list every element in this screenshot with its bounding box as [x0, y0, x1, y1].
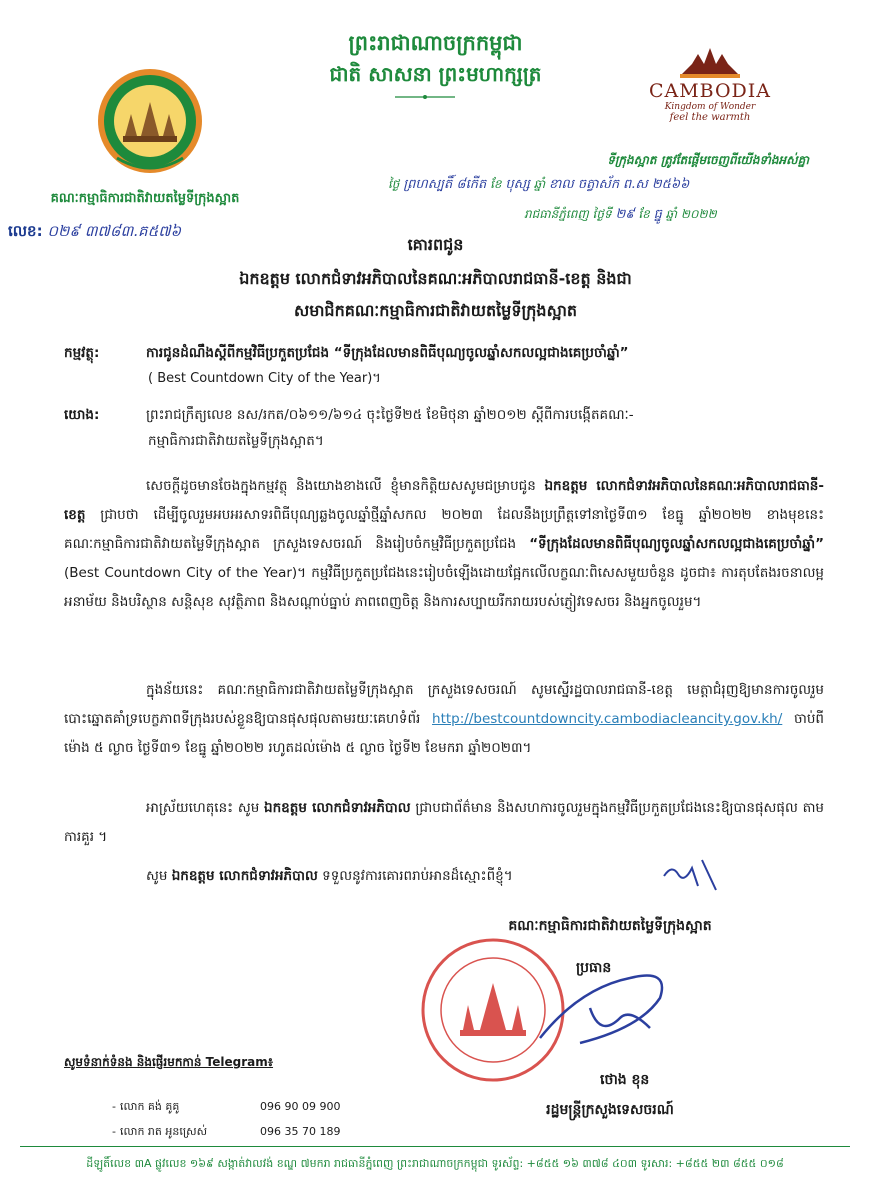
committee-name: គណៈកម្មាធិការជាតិវាយតម្លៃទីក្រុងស្អាត	[50, 191, 240, 206]
p3-text-c: ជ្រាបជាព័ត៌មាន និងសហការចូលរួមក្នុងកម្មវិធីប្រកួតប្រជែងនេះឱ្យបានផុសផុល តាមការគួរ ។	[64, 800, 824, 845]
date-handwritten-month: បុស្ស	[505, 177, 530, 192]
national-motto: ជាតិ សាសនា ព្រះមហាក្សត្រ	[329, 62, 542, 86]
date-handwritten-day: ព្រហស្បតិ៍ ៨កើត	[403, 177, 487, 192]
ref-label: លេខ:	[8, 222, 43, 240]
ref-value: ០២៩ ៣៧៨៣.គ៥៧៦	[47, 222, 182, 240]
p4-addressee: ឯកឧត្តម លោកជំទាវអភិបាល	[171, 868, 318, 884]
date-city-prefix: រាជធានីភ្នំពេញ ថ្ងៃទី	[524, 207, 612, 221]
signatory-name: ថោង ខុន	[600, 1072, 650, 1088]
date-month: ធ្នូ	[653, 207, 662, 222]
date-year-label: ឆ្នាំ	[533, 177, 546, 191]
addressee-line-2: សមាជិកគណៈកម្មាធិការជាតិវាយតម្លៃទីក្រុងស្អាត	[293, 301, 578, 320]
footer-address: ដីឡូតិ៍លេខ ៣A ផ្លូវលេខ ១៦៩ សង្កាត់វាលវង់ ខណ្ឌ ៧មករា រាជធានីភ្នំពេញ ព្រះរាជាណាចក្រកម្ពុជា ទូរស័ព្ទ: +៨៥៥ ១៦ ៣៧៨ ៤០៣ ទូរសារ: +៨៥៥ ២៣ ៨៥៥ ០១៨	[86, 1157, 784, 1170]
p2-text-a: ក្នុងន័យនេះ គណៈកម្មាធិការជាតិវាយតម្លៃទីក្រុងស្អាត ក្រសួងទេសចរណ៍ សូមស្នើរដ្ឋបាលរាជធានី-ខេត្ត មេត្តាជំរុញឱ្យមានការចូលរួមបោះឆ្នោតគាំទ្របេក្ខភាពទីក្រុងរបស់ខ្លួនឱ្យបានផុសផុលតាមរយៈគេហទំព័រ	[64, 682, 824, 727]
p4-text-c: ទទួលនូវការគោរពរាប់អានដ៏ស្មោះពីខ្ញុំ។	[317, 868, 513, 884]
contact-item: - លោក គង់ គូគូ 096 90 09 900	[120, 1100, 340, 1116]
signatory-title: រដ្ឋមន្ត្រីក្រសួងទេសចរណ៍	[546, 1102, 674, 1118]
lunar-date-line	[388, 176, 818, 195]
p3-text-a: អាស្រ័យហេតុនេះ សូម	[146, 800, 265, 816]
subject-label: កម្មវត្ថុ:	[64, 345, 100, 361]
p1-text-e: (Best Countdown City of the Year)។ កម្មវិធីប្រកួតប្រជែងនេះរៀបចំឡើងដោយផ្អែកលើលក្ខណៈពិសេសមួយចំនួន ដូចជា៖ ការតុបតែងរចនាលម្អ អនាម័យ និងបរិស្ថាន សន្តិសុខ សុវត្ថិភាព និងសណ្តាប់ធ្នាប់ ភាពពេញចិត្ត និងការសប្បាយរីករាយរបស់ភ្ញៀវទេសចរ និងអ្នកចូលរួម។	[64, 565, 824, 610]
contact-name: លោក គង់ គូគូ	[120, 1100, 180, 1113]
date-month-label: ខែ	[490, 177, 502, 191]
addressee-line-1: ឯកឧត្តម លោកជំទាវអភិបាលនៃគណៈអភិបាលរាជធានី-ខេត្ត និងជា	[239, 269, 632, 288]
header-ornament	[395, 95, 455, 99]
date-day: ២៩	[615, 207, 635, 222]
date-year: ឆ្នាំ ២០២២	[665, 207, 717, 221]
footer-divider	[20, 1146, 850, 1147]
p1-text-a: សេចក្តីដូចមានចែងក្នុងកម្មវត្ថុ និងយោងខាងលើ ខ្ញុំមានកិត្តិយសសូមជម្រាបជូន	[146, 478, 545, 494]
salutation: គោរពជូន	[407, 235, 464, 254]
p2-text-b: ចាប់ពីម៉ោង ៥ ល្ងាច ថ្ងៃទី៣១ ខែធ្នូ ឆ្នាំ២០២២ រហូតដល់ម៉ោង ៥ ល្ងាច ថ្ងៃទី២ ខែមករា ឆ្នាំ២០២៣។	[64, 711, 824, 756]
solar-date-line	[524, 206, 824, 225]
subject-english: ( Best Countdown City of the Year)។	[148, 371, 381, 386]
body-paragraph-1	[64, 472, 824, 617]
brand-name: CAMBODIA	[648, 80, 772, 102]
committee-logo-icon	[95, 66, 205, 180]
date-buddhist-era: ព.ស ២៥៦៦	[622, 177, 690, 192]
contact-item: - លោក រាត អូនស្រេស់ 096 35 70 189	[120, 1125, 340, 1141]
handwritten-signature-icon	[520, 948, 720, 1058]
subject-text: ការជូនដំណឹងស្តីពីកម្មវិធីប្រកួតប្រជែង “ទីក្រុងដែលមានពិធីបុណ្យចូលឆ្នាំសកលល្អជាងគេប្រចាំឆ្នាំ”	[146, 345, 629, 361]
signatory-organization: គណៈកម្មាធិការជាតិវាយតម្លៃទីក្រុងស្អាត	[508, 918, 712, 934]
p3-addressee: ឯកឧត្តម លោកជំទាវអភិបាល	[264, 800, 411, 816]
slogan: ទីក្រុងស្អាត ត្រូវតែផ្ដើមចេញពីយើងទាំងអស់គ្នា	[607, 153, 809, 167]
p1-contest-name: “ទីក្រុងដែលមានពិធីបុណ្យចូលឆ្នាំសកលល្អជាងគេប្រចាំឆ្នាំ”	[529, 536, 824, 552]
p4-text-a: សូម	[146, 868, 172, 884]
brand-subtitle: Kingdom of Wonder	[664, 102, 756, 112]
handwritten-initials-icon	[658, 850, 728, 892]
contact-name: លោក រាត អូនស្រេស់	[120, 1125, 208, 1138]
date-prefix: ថ្ងៃ	[388, 177, 400, 191]
reference-row	[64, 404, 824, 427]
reference-line-1: ព្រះរាជក្រឹត្យលេខ នស/រកត/០៦១១/៦១៤ ចុះថ្ងៃទី២៥ ខែមិថុនា ឆ្នាំ២០១២ ស្តីពីការបង្កើតគណៈ-	[146, 407, 634, 423]
signatory-role: ប្រធាន	[576, 960, 612, 976]
contact-phone[interactable]: 096 90 09 900	[260, 1100, 341, 1113]
p1-text-c: ជ្រាបថា ដើម្បីចូលរួមអបអរសាទរពិធីបុណ្យឆ្លងចូលឆ្នាំថ្មីឆ្នាំសកល ២០២៣ ដែលនឹងប្រព្រឹត្តទៅនាថ្ងៃទី៣១ ខែធ្នូ ឆ្នាំ២០២២ ខាងមុខនេះ គណៈកម្មាធិការជាតិវាយតម្លៃទីក្រុងស្អាត ក្រសួងទេសចរណ៍ និងរៀបចំកម្មវិធីប្រកួតប្រជែង	[64, 507, 824, 552]
body-paragraph-2	[64, 676, 824, 763]
voting-website-link[interactable]: http://bestcountdowncity.cambodiacleancity.gov.kh/	[432, 711, 783, 727]
reference-label: យោង:	[64, 407, 100, 423]
kingdom-title: ព្រះរាជាណាចក្រកម្ពុជា	[348, 31, 523, 55]
date-handwritten-year: ខាល ចត្វាស័ក	[548, 177, 620, 192]
contact-phone[interactable]: 096 35 70 189	[260, 1125, 341, 1138]
p1-addressee: ឯកឧត្តម លោកជំទាវអភិបាលនៃគណៈអភិបាលរាជធានី-ខេត្ត	[64, 478, 824, 523]
brand-tagline: feel the warmth	[669, 112, 751, 123]
date-month-label-2: ខែ	[638, 207, 650, 221]
contact-heading: សូមទំនាក់ទំនង និងផ្ញើរមកកាន់ Telegram៖	[64, 1055, 274, 1069]
body-paragraph-3	[64, 794, 824, 852]
subject-row	[64, 342, 824, 365]
reference-line-2: កម្មាធិការជាតិវាយតម្លៃទីក្រុងស្អាត។	[148, 433, 324, 449]
